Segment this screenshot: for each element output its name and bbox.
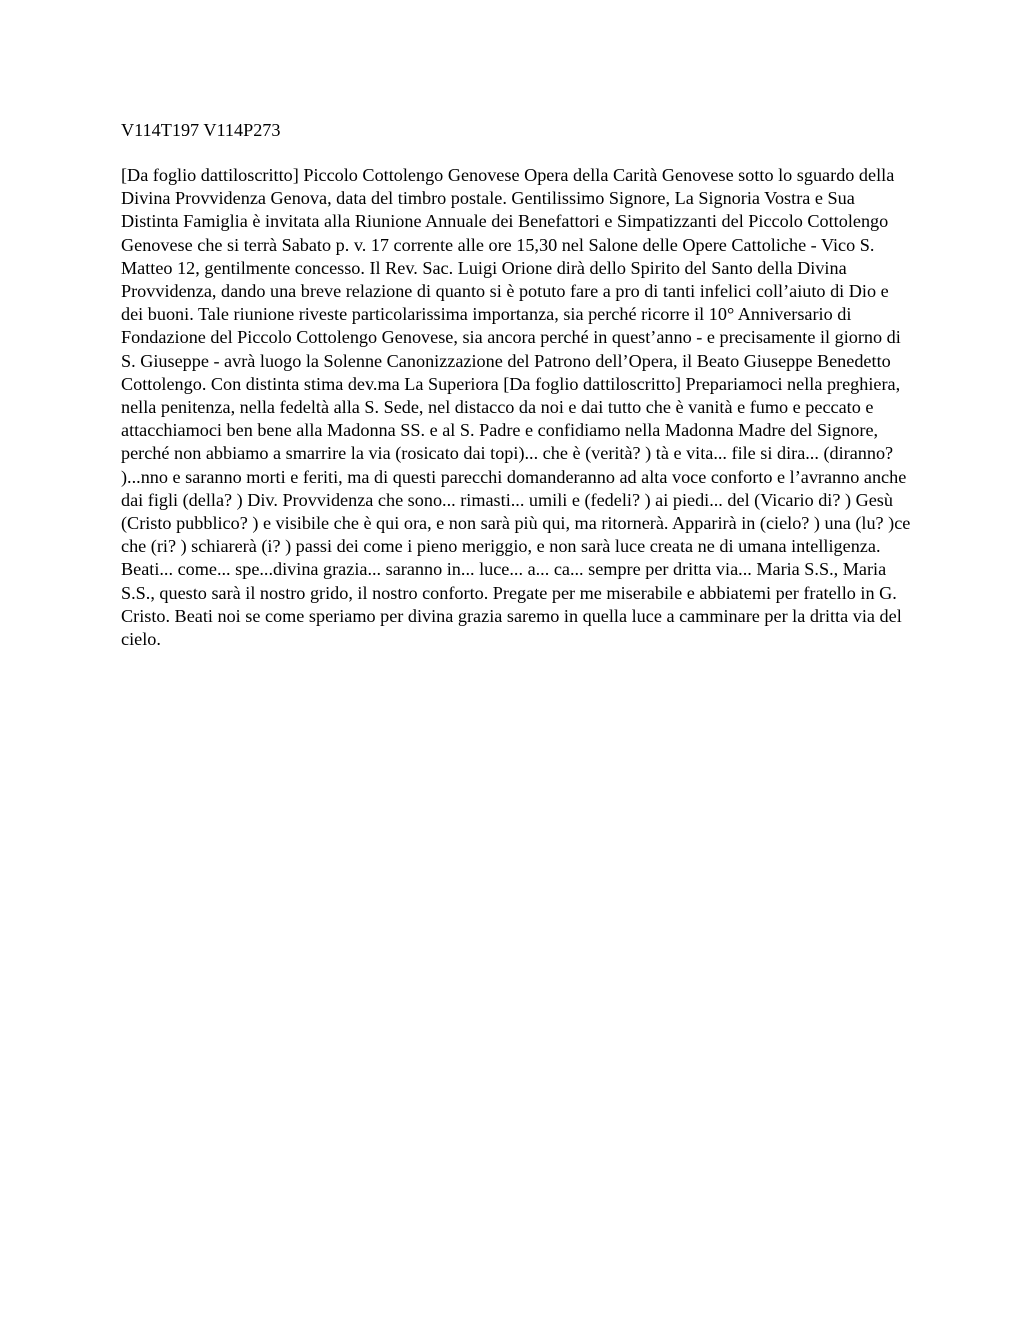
document-body-text: [Da foglio dattiloscritto] Piccolo Cottolengo Genovese Opera della Carità Genovese sotto lo sguardo della Divina Provvidenza Genova, data del timbro postale. Gentilissimo Signore, La Signoria Vostra e Sua Distinta Famiglia è invitata alla Riunione Annuale dei Benefattori e Simpatizzanti del Piccolo Cottolengo Genovese che si terrà Sabato p. v. 17 corrente alle ore 15,30 nel Salone delle Opere Cattoliche - Vico S. Matteo 12, gentilmente concesso. Il Rev. Sac. Luigi Orione dirà dello Spirito del Santo della Divina Provvidenza, dando una breve relazione di quanto si è potuto fare a pro di tanti infelici coll’aiuto di Dio e dei buoni. Tale riunione riveste particolarissima importanza, sia perché ricorre il 10° Anniversario di Fondazione del Piccolo Cottolengo Genovese, sia ancora perché in quest’anno - e precisamente il giorno di S. Giuseppe - avrà luogo la Solenne Canonizzazione del Patrono dell’Opera, il Beato Giuseppe Benedetto Cottolengo. Con distinta stima dev.ma La Superiora [Da foglio dattiloscritto] Prepariamoci nella preghiera, nella penitenza, nella fedeltà alla S. Sede, nel distacco da noi e dai tutto che è vanità e fumo e peccato e attacchiamoci ben bene alla Madonna SS. e al S. Padre e confidiamo nella Madonna Madre del Signore, perché non abbiamo a smarrire la via (rosicato dai topi)... che è (verità? ) tà e vita... file si dira... (diranno? )...nno e saranno morti e feriti, ma di questi parecchi domanderanno ad alta voce conforto e l’avranno anche dai figli (della? ) Div. Provvidenza che sono... rimasti... umili e (fedeli? ) ai piedi... del (Vicario di? ) Gesù (Cristo pubblico? ) e visibile che è qui ora, e non sarà più qui, ma ritornerà. Apparirà in (cielo? ) una (lu? )ce che (ri? ) schiarerà (i? ) passi dei come i pieno meriggio, e non sarà luce creata ne di umana intelligenza. Beati... come... spe...divina grazia... saranno in... luce... a... ca... sempre per dritta via... Maria S.S., Maria S.S., questo sarà il nostro grido, il nostro conforto. Pregate per me miserabile e abbiatemi per fratello in G. Cristo. Beati noi se come speriamo per divina grazia saremo in quella luce a camminare per la dritta via del cielo. [121,165,911,650]
document-reference-header: V114T197 V114P273 [121,120,281,140]
